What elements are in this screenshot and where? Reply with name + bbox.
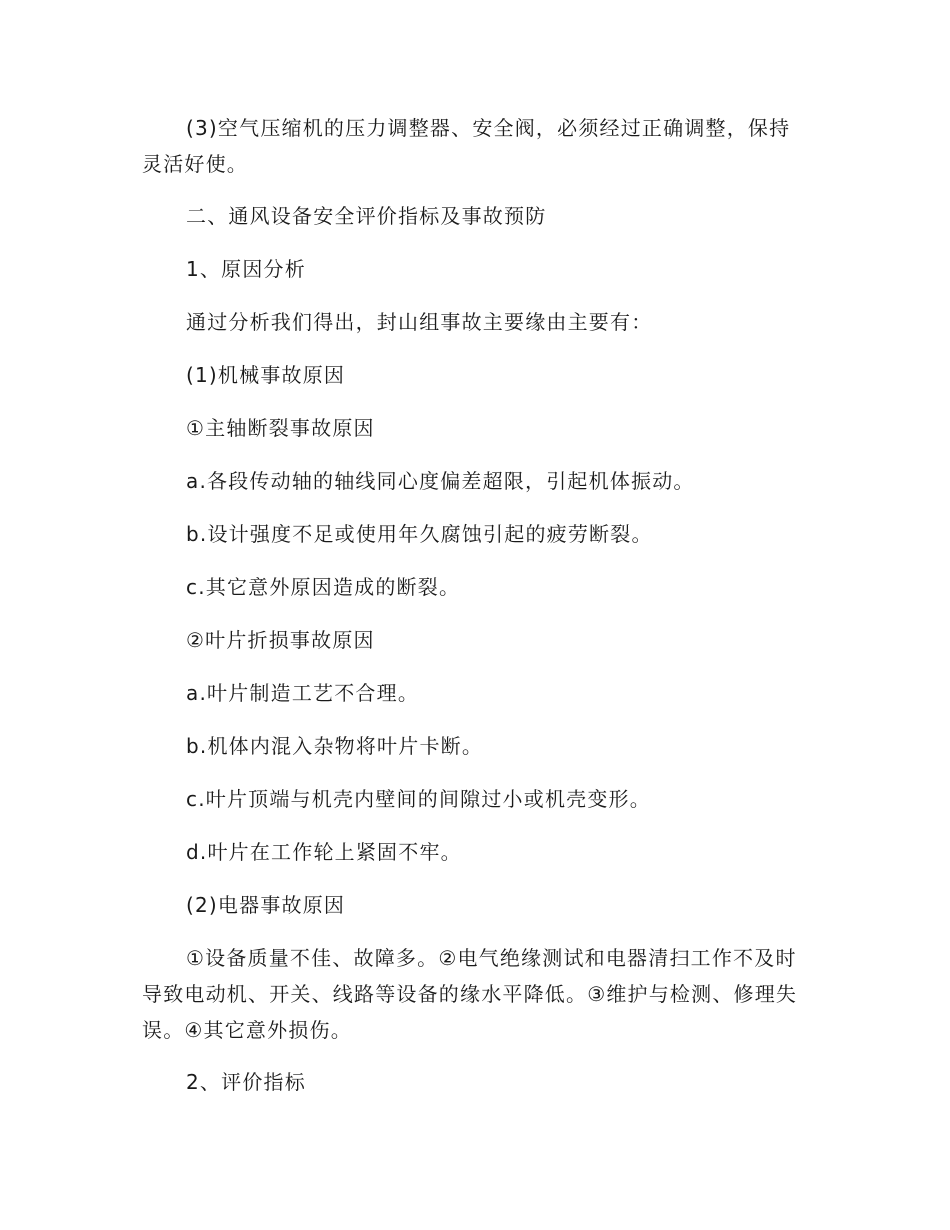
subheading-mechanical-causes: (1)机械事故原因 — [186, 363, 346, 387]
subheading-cause-analysis: 1、原因分析 — [186, 257, 306, 281]
item-blade-d: d.叶片在工作轮上紧固不牢。 — [186, 840, 462, 864]
item-blade-a: a.叶片制造工艺不合理。 — [186, 681, 420, 705]
subheading-electrical-causes: (2)电器事故原因 — [186, 893, 346, 917]
paragraph-electrical-details: ①设备质量不佳、故障多。②电气绝缘测试和电器清扫工作不及时导致电动机、开关、线路等设备的缘水平降低。③维护与检测、修理失误。④其它意外损伤。 — [142, 946, 798, 1042]
section-heading-ventilation: 二、通风设备安全评价指标及事故预防 — [186, 204, 547, 228]
paragraph-analysis-summary: 通过分析我们得出，封山组事故主要缘由主要有： — [186, 310, 653, 334]
subheading-evaluation-indicators: 2、评价指标 — [186, 1070, 306, 1094]
item-blade-c: c.叶片顶端与机壳内壁间的间隙过小或机壳变形。 — [186, 787, 651, 811]
item-spindle-b: b.设计强度不足或使用年久腐蚀引起的疲劳断裂。 — [186, 522, 653, 546]
item-spindle-a: a.各段传动轴的轴线同心度偏差超限，引起机体振动。 — [186, 469, 695, 493]
item-spindle-c: c.其它意外原因造成的断裂。 — [186, 575, 461, 599]
item-spindle-fracture: ①主轴断裂事故原因 — [186, 416, 375, 440]
item-blade-b: b.机体内混入杂物将叶片卡断。 — [186, 734, 484, 758]
paragraph-compressor-regulator: (3)空气压缩机的压力调整器、安全阀，必须经过正确调整，保持灵活好使。 — [142, 116, 791, 176]
item-blade-damage: ②叶片折损事故原因 — [186, 628, 375, 652]
